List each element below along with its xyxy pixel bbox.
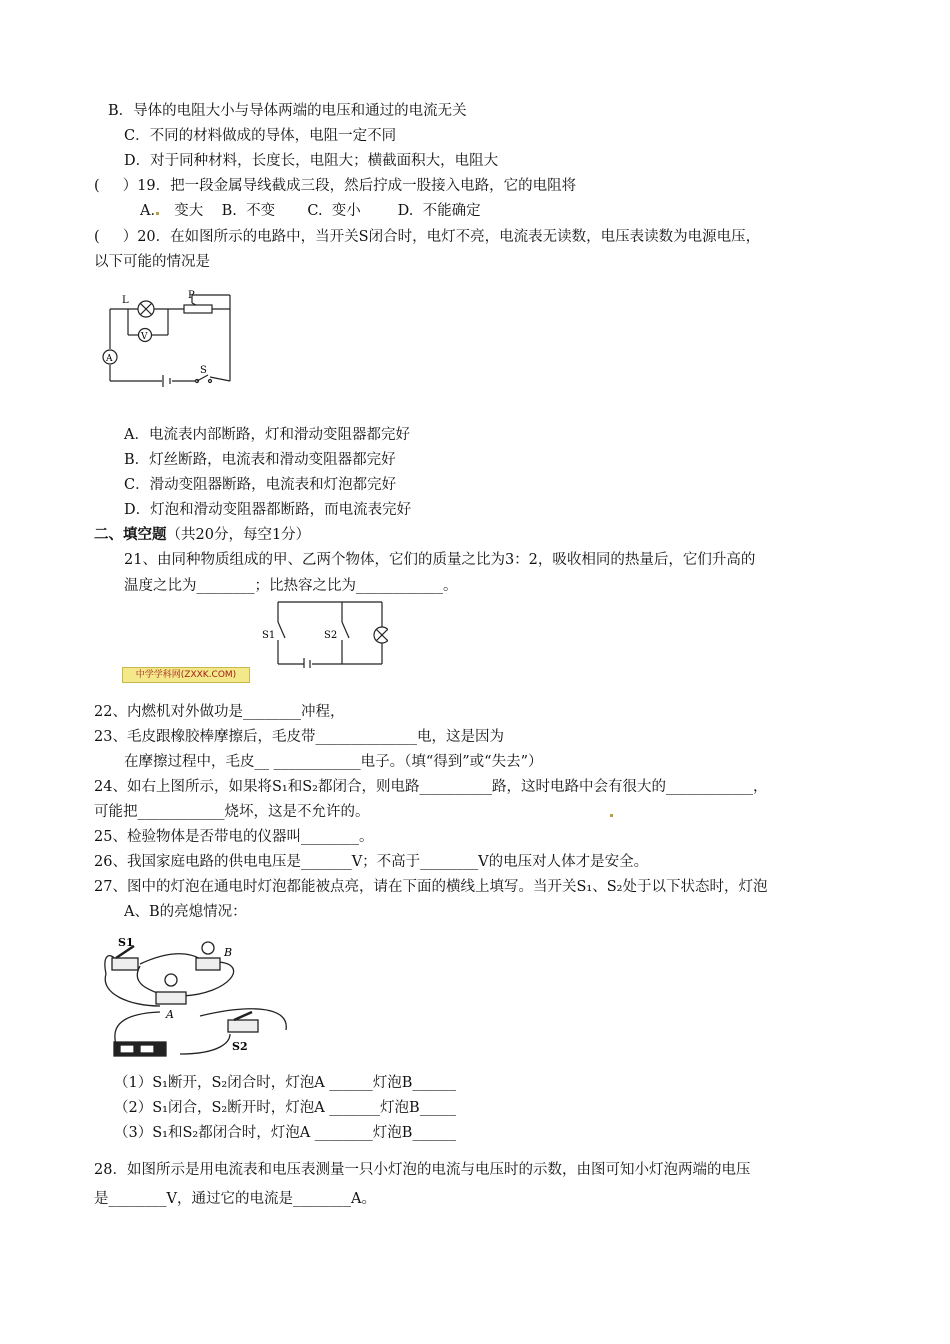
q20-stem-line1: ( ）20．在如图所示的电路中，当开关S闭合时，电灯不亮，电流表无读数，电压表读数为电源电压，	[94, 229, 761, 245]
q27-line2: A、B的亮熄情况：	[124, 904, 247, 920]
q20-circuit-diagram	[100, 287, 240, 387]
section-title: 二、填空题	[94, 527, 167, 543]
q23-line1: 23、毛皮跟橡胶棒摩擦后，毛皮带______________电，这是因为	[94, 729, 504, 745]
q20-option-a: A．电流表内部断路，灯和滑动变阻器都完好	[124, 427, 410, 443]
q22: 22、内燃机对外做功是________冲程，	[94, 704, 345, 720]
lamp-b-label: B	[224, 946, 233, 959]
zxxk-logo: 中学学科网(ZXXK.COM)	[122, 667, 250, 683]
q27-sub1: （1）S₁断开，S₂闭合时，灯泡A ______灯泡B______	[114, 1075, 456, 1091]
q23-line2: 在摩擦过程中，毛皮__ ____________电子。（填“得到”或“失去”）	[124, 754, 543, 770]
q20-option-d: D．灯泡和滑动变阻器都断路，而电流表完好	[124, 502, 412, 518]
switch-label: S	[200, 365, 207, 376]
ammeter-label: A	[106, 354, 113, 364]
q28-line2: 是________V，通过它的电流是________A。	[94, 1191, 376, 1207]
q27-line1: 27、图中的灯泡在通电时灯泡都能被点亮，请在下面的横线上填写。当开关S₁、S₂处于以下状态时，灯泡	[94, 879, 768, 895]
s2-label: S2	[324, 630, 338, 641]
q19-options: A． 变大 B. 不变 C. 变小 D. 不能确定	[140, 203, 481, 219]
q21-line1: 21、由同种物质组成的甲、乙两个物体，它们的质量之比为3：2，吸收相同的热量后，它们升高的	[124, 552, 756, 568]
q21-line2: 温度之比为________；比热容之比为____________。	[124, 578, 458, 594]
section-note: （共20分，每空1分）	[166, 527, 311, 543]
q27-sub3: （3）S₁和S₂都闭合时，灯泡A ________灯泡B______	[114, 1125, 456, 1141]
q26: 26、我国家庭电路的供电电压是_______V；不高于________V的电压对人体才是安全。	[94, 854, 649, 870]
lamp-label: L	[122, 295, 129, 306]
q20-option-b: B．灯丝断路，电流表和滑动变阻器都完好	[124, 452, 396, 468]
q24-line2: 可能把____________烧坏，这是不允许的。	[94, 804, 370, 820]
q18-option-b: B．导体的电阻大小与导体两端的电压和通过的电流无关	[108, 103, 467, 119]
q21-circuit-diagram	[258, 600, 388, 668]
q19-stem: ( ）19．把一段金属导线截成三段，然后拧成一股接入电路，它的电阻将	[94, 178, 577, 194]
q20-stem-line2: 以下可能的情况是	[94, 254, 210, 270]
q25: 25、检验物体是否带电的仪器叫________。	[94, 829, 374, 845]
q27-wiring-illustration	[100, 934, 300, 1060]
lamp-a-label: A	[166, 1008, 174, 1021]
speck-mark	[610, 814, 613, 817]
q18-option-c: C．不同的材料做成的导体，电阻一定不同	[124, 128, 397, 144]
slider-label: P	[188, 290, 195, 301]
q18-option-d: D．对于同种材料，长度长，电阻大；横截面积大，电阻大	[124, 153, 499, 169]
section-heading	[94, 525, 310, 545]
q28-line1: 28．如图所示是用电流表和电压表测量一只小灯泡的电流与电压时的示数，由图可知小灯泡两端的电压	[94, 1162, 751, 1178]
q27-sub2: （2）S₁闭合，S₂断开时，灯泡A _______灯泡B_____	[114, 1100, 456, 1116]
q20-option-c: C．滑动变阻器断路，电流表和灯泡都完好	[124, 477, 397, 493]
q24-line1: 24、如右上图所示，如果将S₁和S₂都闭合，则电路__________路，这时电路中会有很大的____________，	[94, 779, 768, 795]
voltmeter-label: V	[141, 332, 148, 342]
s1-label: S1	[262, 630, 276, 641]
s1-label: S1	[118, 936, 134, 949]
s2-label: S2	[232, 1040, 248, 1053]
